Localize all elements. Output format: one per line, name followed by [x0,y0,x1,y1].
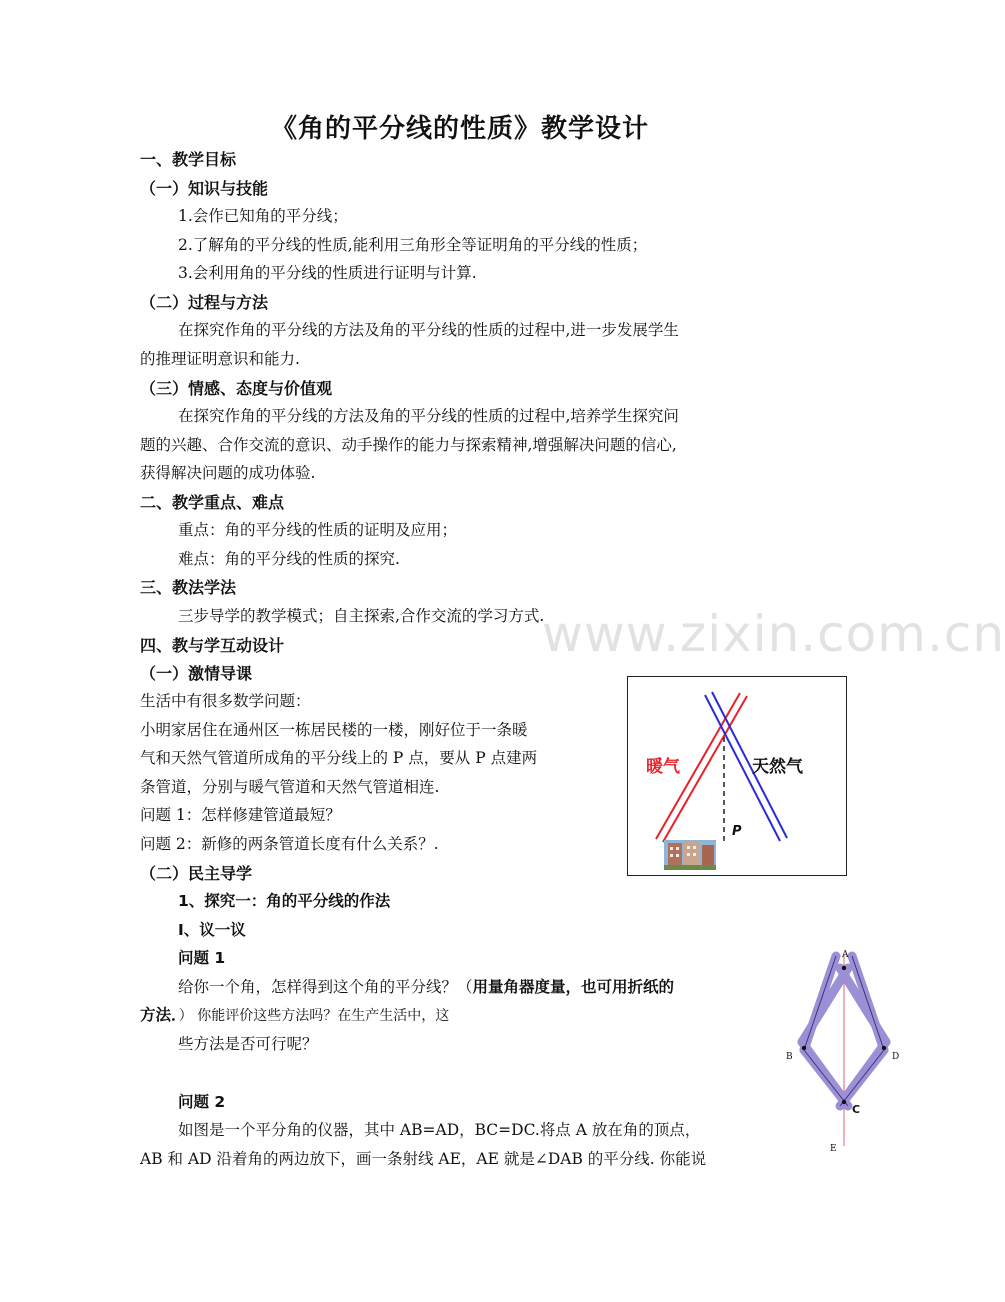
label-c: C [852,1103,861,1116]
difficult-point: 难点：角的平分线的性质的探究. [178,550,400,568]
section-heading-goals: 一、教学目标 [140,150,237,169]
label-b: B [786,1052,793,1062]
intro-line-2: 小明家居住在通州区一栋居民楼的一楼，刚好位于一条暖 [140,721,528,739]
bisector-instrument-figure [780,946,905,1154]
intro-question-1: 问题 1：怎样修建管道最短？ [140,806,341,824]
goal-item-2: 2.了解角的平分线的性质,能利用三角形全等证明角的平分线的性质； [178,236,648,254]
question-2-line-1: 如图是一个平分角的仪器，其中 AB=AD，BC=DC.将点 A 放在角的顶点， [178,1121,701,1139]
process-line-2: 的推理证明意识和能力. [140,350,300,368]
section-heading-keypoints: 二、教学重点、难点 [140,493,285,512]
subheading-process: （二）过程与方法 [140,293,269,312]
building-icon [664,840,716,870]
question-1-label: 问题 1 [178,949,226,967]
attitude-line-3: 获得解决问题的成功体验. [140,464,316,482]
discuss-heading: Ⅰ、议一议 [178,921,246,939]
goal-item-3: 3.会利用角的平分线的性质进行证明与计算. [178,264,477,282]
subheading-knowledge: （一）知识与技能 [140,179,269,198]
label-a: A [842,950,849,960]
process-line-1: 在探究作角的平分线的方法及角的平分线的性质的过程中,进一步发展学生 [178,321,679,339]
question-1-line-3: 些方法是否可行呢？ [178,1035,318,1053]
label-d: D [892,1052,900,1062]
heating-label: 暖气 [646,757,680,777]
section-heading-methods: 三、教法学法 [140,578,237,597]
gas-label: 天然气 [752,757,803,777]
pipes-figure [627,676,847,876]
label-e: E [830,1144,837,1154]
question-1-line-2 [140,1003,449,1025]
attitude-line-2: 题的兴趣、合作交流的意识、动手操作的能力与探索精神,增强解决问题的信心, [140,436,677,454]
explore-heading: 1、探究一：角的平分线的作法 [178,892,391,910]
point-c [842,1100,846,1104]
page-title: 《角的平分线的性质》教学设计 [270,114,649,144]
subheading-attitude: （三）情感、态度与价值观 [140,379,333,398]
intro-question-2: 问题 2：新修的两条管道长度有什么关系？. [140,835,439,853]
watermark: www.zixin.com.cn [542,605,1005,663]
key-point: 重点：角的平分线的性质的证明及应用； [178,521,458,539]
attitude-line-1: 在探究作角的平分线的方法及角的平分线的性质的过程中,培养学生探究问 [178,407,679,425]
point-d [882,1046,886,1050]
point-b [802,1046,806,1050]
intro-line-4: 条管道，分别与暖气管道和天然气管道相连. [140,778,440,796]
point-p-label: P [732,824,742,839]
intro-line-3: 气和天然气管道所成角的平分线上的 P 点，要从 P 点建两 [140,749,538,767]
question-1-line-1 [178,975,674,997]
methods-text: 三步导学的教学模式；自主探索,合作交流的学习方式. [178,607,545,625]
pipes-diagram [628,677,846,875]
subheading-intro: （一）激情导课 [140,664,253,683]
subheading-guided: （二）民主导学 [140,864,253,883]
question-2-label: 问题 2 [178,1093,226,1111]
instrument-diagram [780,946,905,1154]
question-2-line-2: AB 和 AD 沿着角的两边放下，画一条射线 AE，AE 就是∠DAB 的平分线. 你能说 [140,1150,707,1168]
question-1-hint-end: 方法． [140,1006,179,1024]
goal-item-1: 1.会作已知角的平分线； [178,207,348,225]
section-heading-interaction: 四、教与学互动设计 [140,636,285,655]
intro-line-1: 生活中有很多数学问题： [140,692,311,710]
question-1-evaluate: ） 你能评价这些方法吗？在生产生活中，这 [178,1008,450,1024]
question-1-hint: 用量角器度量，也可用折纸的 [472,978,675,996]
point-a [842,966,846,970]
question-1-prompt: 给你一个角，怎样得到这个角的平分线？（ [178,978,473,996]
